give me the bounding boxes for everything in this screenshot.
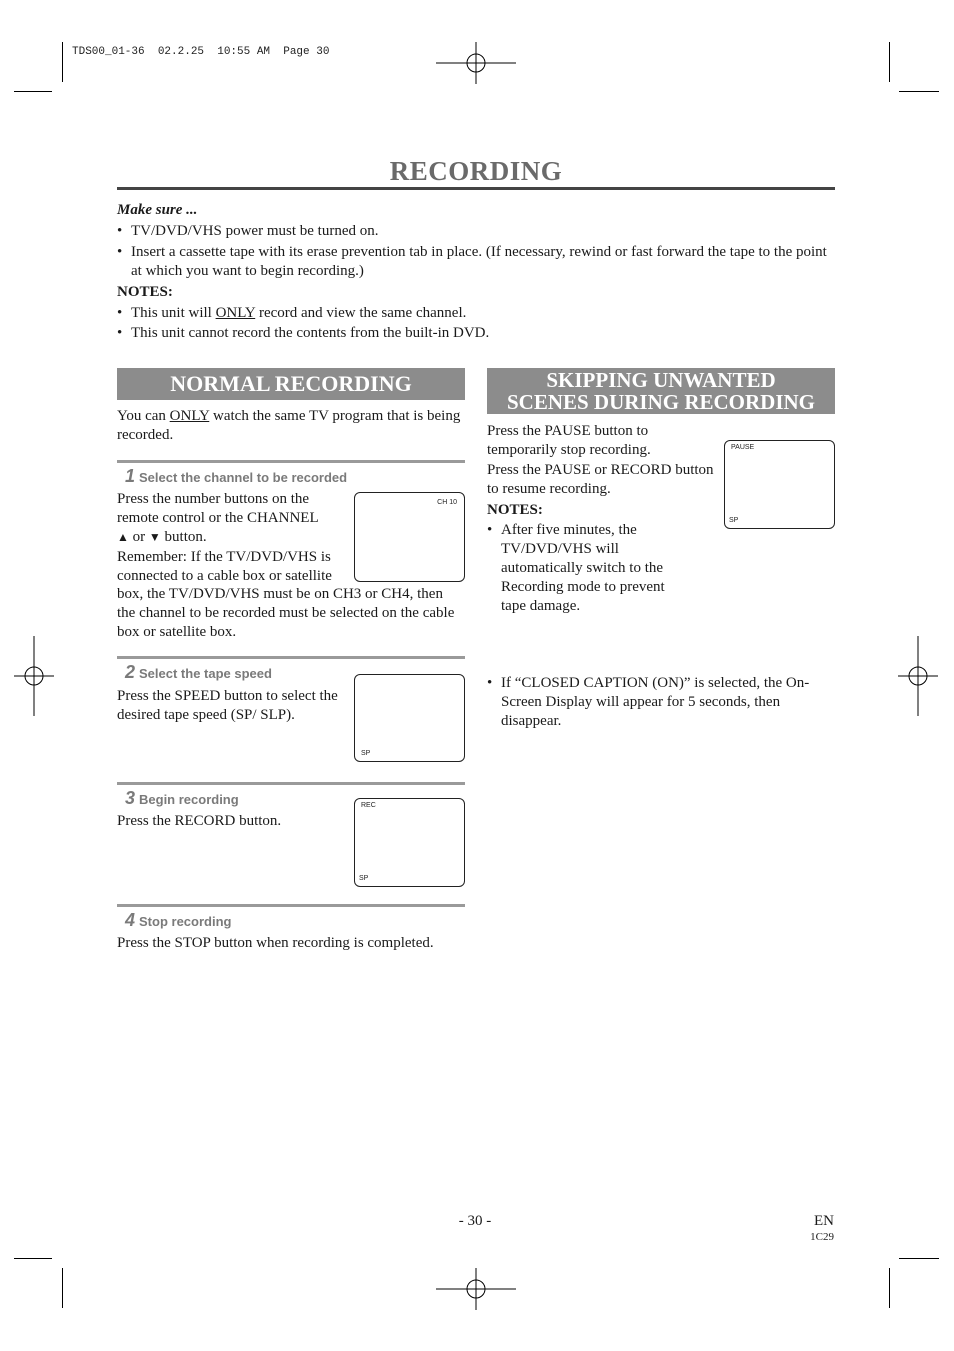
step-1-text-c: box, the TV/DVD/VHS must be on CH3 or CH4, then the channel to be recorded must be selected on the cable box or satellite box. bbox=[117, 586, 455, 640]
intro-text: You can bbox=[117, 408, 170, 424]
tv-screen-pause bbox=[724, 440, 835, 529]
registration-mark-right bbox=[898, 636, 938, 716]
step-1-text-a bbox=[117, 490, 349, 547]
skipping-heading bbox=[487, 368, 835, 414]
intro-emphasis: ONLY bbox=[169, 408, 210, 424]
note-item: • This unit cannot record the contents from the built-in DVD. bbox=[117, 324, 835, 343]
page-number: - 30 - bbox=[458, 1213, 492, 1229]
crop-mark bbox=[14, 1258, 52, 1259]
make-sure-item: • TV/DVD/VHS power must be turned on. bbox=[117, 222, 835, 241]
tv-screen-record bbox=[354, 798, 465, 887]
normal-recording-heading: NORMAL RECORDING bbox=[117, 368, 465, 400]
step-2-title bbox=[125, 662, 272, 683]
down-arrow-icon: ▼ bbox=[148, 530, 161, 544]
step-title-text: Stop recording bbox=[139, 914, 232, 929]
skipping-notes-heading: NOTES: bbox=[487, 502, 543, 518]
step-divider bbox=[117, 460, 465, 463]
registration-mark-left bbox=[14, 636, 54, 716]
step-1-title bbox=[125, 466, 347, 487]
step-number: 2 bbox=[125, 662, 136, 682]
step-1-text-b: Remember: If the TV/DVD/VHS is connected to a cable box or satellite bbox=[117, 549, 332, 584]
note-text: record and view the same channel. bbox=[255, 305, 467, 321]
note-item bbox=[117, 304, 835, 323]
intro-text: watch the same TV program that is being recorded. bbox=[117, 408, 461, 443]
notes-heading: NOTES: bbox=[117, 284, 173, 300]
step-divider bbox=[117, 656, 465, 659]
crop-mark bbox=[899, 91, 939, 92]
step-4-text: Press the STOP button when recording is completed. bbox=[117, 935, 434, 951]
step-title-text: Select the channel to be recorded bbox=[139, 470, 348, 485]
registration-mark-bottom bbox=[436, 1268, 516, 1310]
skipping-text-2: Press the PAUSE or RECORD button to resume recording. bbox=[487, 462, 714, 497]
registration-mark-top bbox=[436, 42, 516, 84]
skipping-heading-line: SCENES DURING RECORDING bbox=[506, 390, 816, 414]
page-title: RECORDING bbox=[389, 156, 563, 186]
step-4-title bbox=[125, 910, 231, 931]
note-text: This unit will bbox=[131, 305, 216, 321]
step-3-text: Press the RECORD button. bbox=[117, 813, 282, 829]
step-text: button. bbox=[160, 529, 207, 545]
step-text: Press the number buttons on the remote control or the CHANNEL bbox=[117, 491, 319, 526]
skipping-text-1: Press the PAUSE button to temporarily stop recording. bbox=[487, 423, 651, 458]
make-sure-section bbox=[117, 201, 835, 343]
crop-mark bbox=[899, 1258, 939, 1259]
note-emphasis: ONLY bbox=[215, 305, 256, 321]
model-code: 1C29 bbox=[810, 1231, 834, 1243]
step-divider bbox=[117, 904, 465, 907]
osd-channel: CH 10 bbox=[437, 499, 457, 506]
normal-recording-intro bbox=[117, 407, 465, 445]
osd-speed: SP bbox=[359, 875, 369, 882]
make-sure-item: • Insert a cassette tape with its erase prevention tab in place. (If necessary, rewind or fast forward the tape to the point at which you want to begin recording.) bbox=[117, 243, 835, 281]
step-title-text: Begin recording bbox=[139, 792, 239, 807]
osd-pause: PAUSE bbox=[731, 444, 755, 451]
tv-screen-speed bbox=[354, 674, 465, 762]
step-title-text: Select the tape speed bbox=[139, 666, 272, 681]
step-number: 1 bbox=[125, 466, 136, 486]
print-slug: TDS00_01-36 02.2.25 10:55 AM Page 30 bbox=[72, 46, 330, 58]
title-rule bbox=[117, 187, 835, 190]
osd-speed: SP bbox=[729, 517, 739, 524]
language-code: EN bbox=[814, 1213, 834, 1229]
skipping-note: • If “CLOSED CAPTION (ON)” is selected, the On-Screen Display will appear for 5 seconds, then disappear. bbox=[487, 674, 835, 731]
crop-mark bbox=[889, 42, 890, 82]
skipping-note bbox=[487, 521, 817, 616]
skipping-heading-line: SKIPPING UNWANTED bbox=[546, 368, 776, 392]
up-arrow-icon: ▲ bbox=[117, 530, 129, 544]
step-divider bbox=[117, 782, 465, 785]
make-sure-heading: Make sure ... bbox=[117, 202, 198, 218]
crop-mark bbox=[14, 91, 52, 92]
crop-mark bbox=[62, 42, 63, 82]
osd-rec: REC bbox=[361, 802, 376, 809]
crop-mark bbox=[889, 1268, 890, 1308]
crop-mark bbox=[62, 1268, 63, 1308]
step-2-text: Press the SPEED button to select the desired tape speed (SP/ SLP). bbox=[117, 688, 338, 723]
step-number: 3 bbox=[125, 788, 136, 808]
tv-screen-channel bbox=[354, 492, 465, 582]
note-text: • After five minutes, the TV/DVD/VHS will automatically switch to the Recording mode to prevent tape damage. bbox=[501, 522, 665, 614]
step-number: 4 bbox=[125, 910, 136, 930]
osd-speed: SP bbox=[361, 750, 371, 757]
step-text: or bbox=[128, 529, 149, 545]
step-3-title bbox=[125, 788, 239, 809]
